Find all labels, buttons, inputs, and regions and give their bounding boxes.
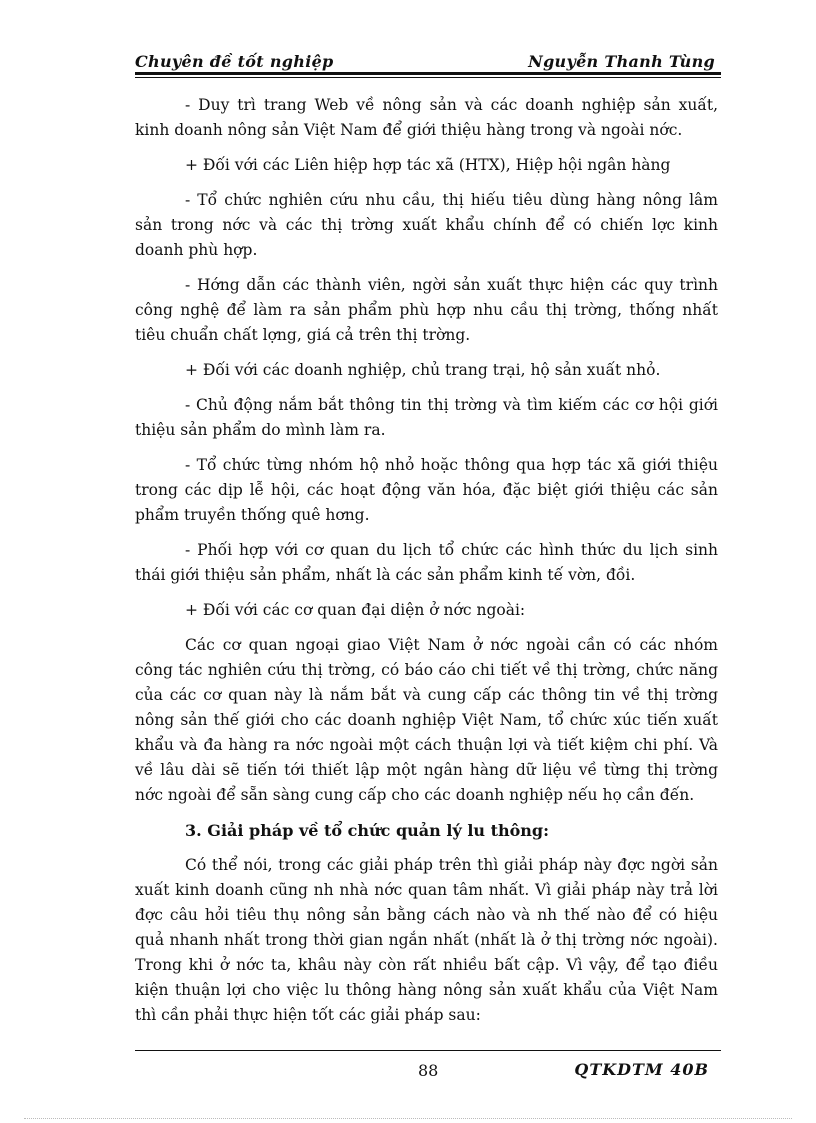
footer-class-code: QTKDTM 40B bbox=[574, 1060, 709, 1079]
page-edge-dotted bbox=[24, 1118, 792, 1119]
header-author: Nguyễn Thanh Tùng bbox=[528, 52, 715, 71]
header-rule-thin bbox=[135, 77, 721, 78]
page-number: 88 bbox=[418, 1061, 439, 1080]
paragraph: - Tổ chức nghiên cứu nhu cầu, thị hiếu tiêu dùng hàng nông lâm sản trong nớc và các thị trờng xuất khẩu chính để có chiến lợc kinh doanh phù hợp. bbox=[135, 191, 718, 259]
paragraph: + Đối với các Liên hiệp hợp tác xã (HTX), Hiệp hội ngân hàng bbox=[185, 156, 671, 174]
paragraph: + Đối với các doanh nghiệp, chủ trang trại, hộ sản xuất nhỏ. bbox=[185, 361, 661, 379]
header-title: Chuyên đề tốt nghiệp bbox=[135, 52, 334, 71]
page-footer bbox=[135, 1050, 721, 1090]
body-text bbox=[135, 93, 718, 1038]
footer-rule bbox=[135, 1050, 721, 1051]
header-rule-thick bbox=[135, 72, 721, 75]
paragraph: - Tổ chức từng nhóm hộ nhỏ hoặc thông qua hợp tác xã giới thiệu trong các dịp lễ hội, các hoạt động văn hóa, đặc biệt giới thiệu các sản phẩm truyền thống quê hơng. bbox=[135, 456, 718, 524]
paragraph: - Phối hợp với cơ quan du lịch tổ chức các hình thức du lịch sinh thái giới thiệu sản phẩm, nhất là các sản phẩm kinh tế vờn, đồi. bbox=[135, 541, 718, 584]
paragraph: - Chủ động nắm bắt thông tin thị trờng và tìm kiếm các cơ hội giới thiệu sản phẩm do mình làm ra. bbox=[135, 396, 718, 439]
page-header bbox=[135, 48, 721, 76]
paragraph: Có thể nói, trong các giải pháp trên thì giải pháp này đợc ngời sản xuất kinh doanh cũng nh nhà nớc quan tâm nhất. Vì giải pháp này trả lời đợc câu hỏi tiêu thụ nông sản bằng cách nào và nh thế nào để có hiệu quả nhanh nhất trong thời gian ngắn nhất (nhất là ở thị trờng nớc ngoài). Trong khi ở nớc ta, khâu này còn rất nhiều bất cập. Vì vậy, để tạo điều kiện thuận lợi cho việc lu thông hàng nông sản xuất khẩu của Việt Nam thì cần phải thực hiện tốt các giải pháp sau: bbox=[135, 856, 718, 1024]
paragraph: - Hớng dẫn các thành viên, ngời sản xuất thực hiện các quy trình công nghệ để làm ra sản phẩm phù hợp nhu cầu thị trờng, thống nhất tiêu chuẩn chất lợng, giá cả trên thị trờng. bbox=[135, 276, 718, 344]
section-heading: 3. Giải pháp về tổ chức quản lý lu thông: bbox=[185, 821, 550, 840]
paragraph: + Đối với các cơ quan đại diện ở nớc ngoài: bbox=[185, 601, 526, 619]
paragraph: - Duy trì trang Web về nông sản và các doanh nghiệp sản xuất, kinh doanh nông sản Việt Nam để giới thiệu hàng trong và ngoài nớc. bbox=[135, 96, 718, 139]
paragraph: Các cơ quan ngoại giao Việt Nam ở nớc ngoài cần có các nhóm công tác nghiên cứu thị trờng, có báo cáo chi tiết về thị trờng, chức năng của các cơ quan này là nắm bắt và cung cấp các thông tin về thị trờng nông sản thế giới cho các doanh nghiệp Việt Nam, tổ chức xúc tiến xuất khẩu và đa hàng ra nớc ngoài một cách thuận lợi và tiết kiệm chi phí. Và về lâu dài sẽ tiến tới thiết lập một ngân hàng dữ liệu về từng thị trờng nớc ngoài để sẵn sàng cung cấp cho các doanh nghiệp nếu họ cần đến. bbox=[135, 636, 718, 804]
